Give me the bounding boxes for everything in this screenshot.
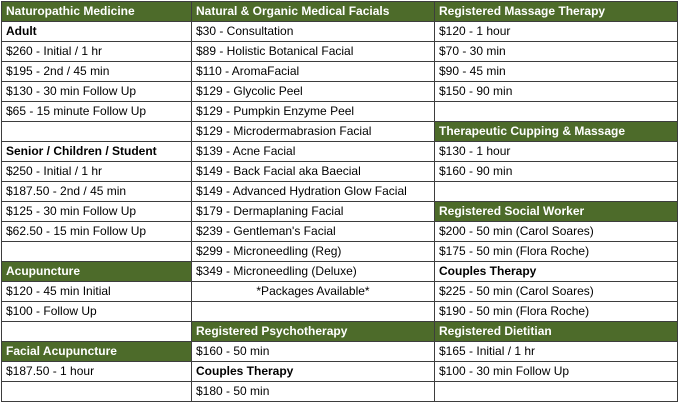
price-item: $120 - 45 min Initial <box>2 282 192 302</box>
price-item: $130 - 30 min Follow Up <box>2 82 192 102</box>
section-header: Natural & Organic Medical Facials <box>192 2 435 22</box>
table-row <box>2 182 678 202</box>
table-row <box>2 162 678 182</box>
table-row <box>2 222 678 242</box>
table-row <box>2 302 678 322</box>
subsection-label: Senior / Children / Student <box>2 142 192 162</box>
price-item: $149 - Advanced Hydration Glow Facial <box>192 182 435 202</box>
table-row <box>2 22 678 42</box>
section-header: Registered Massage Therapy <box>435 2 678 22</box>
table-row <box>2 102 678 122</box>
section-header: Registered Social Worker <box>435 202 678 222</box>
price-item: $89 - Holistic Botanical Facial <box>192 42 435 62</box>
table-row <box>2 42 678 62</box>
price-item: $179 - Dermaplaning Facial <box>192 202 435 222</box>
empty-cell <box>435 182 678 202</box>
subsection-label: Adult <box>2 22 192 42</box>
section-header: Acupuncture <box>2 262 192 282</box>
price-item: $349 - Microneedling (Deluxe) <box>192 262 435 282</box>
table-row <box>2 342 678 362</box>
price-item: $190 - 50 min (Flora Roche) <box>435 302 678 322</box>
subsection-label: Couples Therapy <box>192 362 435 382</box>
price-list-body <box>2 2 678 402</box>
table-row <box>2 82 678 102</box>
empty-cell <box>2 242 192 262</box>
price-item: $160 - 50 min <box>192 342 435 362</box>
section-header: Facial Acupuncture <box>2 342 192 362</box>
price-item: $100 - 30 min Follow Up <box>435 362 678 382</box>
table-row <box>2 142 678 162</box>
empty-cell <box>435 102 678 122</box>
price-item: $120 - 1 hour <box>435 22 678 42</box>
price-item: $260 - Initial / 1 hr <box>2 42 192 62</box>
section-header: Naturopathic Medicine <box>2 2 192 22</box>
price-item: $149 - Back Facial aka Baecial <box>192 162 435 182</box>
section-header: Registered Psychotherapy <box>192 322 435 342</box>
price-item: $139 - Acne Facial <box>192 142 435 162</box>
price-item: $160 - 90 min <box>435 162 678 182</box>
empty-cell <box>2 382 192 402</box>
price-item: $100 - Follow Up <box>2 302 192 322</box>
price-item: $180 - 50 min <box>192 382 435 402</box>
price-item: $129 - Microdermabrasion Facial <box>192 122 435 142</box>
price-item: $239 - Gentleman's Facial <box>192 222 435 242</box>
price-item: $125 - 30 min Follow Up <box>2 202 192 222</box>
table-row <box>2 282 678 302</box>
table-row <box>2 382 678 402</box>
price-item: $187.50 - 2nd / 45 min <box>2 182 192 202</box>
table-row <box>2 202 678 222</box>
table-row <box>2 122 678 142</box>
empty-cell <box>2 322 192 342</box>
table-row <box>2 362 678 382</box>
price-item: $129 - Glycolic Peel <box>192 82 435 102</box>
table-row <box>2 242 678 262</box>
packages-note: *Packages Available* <box>192 282 435 302</box>
price-item: $299 - Microneedling (Reg) <box>192 242 435 262</box>
price-item: $175 - 50 min (Flora Roche) <box>435 242 678 262</box>
table-row <box>2 62 678 82</box>
price-item: $65 - 15 minute Follow Up <box>2 102 192 122</box>
subsection-label: Couples Therapy <box>435 262 678 282</box>
section-header: Therapeutic Cupping & Massage <box>435 122 678 142</box>
table-row <box>2 262 678 282</box>
price-item: $130 - 1 hour <box>435 142 678 162</box>
empty-cell <box>192 302 435 322</box>
price-list-table <box>1 1 678 402</box>
table-row <box>2 322 678 342</box>
price-item: $250 - Initial / 1 hr <box>2 162 192 182</box>
empty-cell <box>435 382 678 402</box>
section-header: Registered Dietitian <box>435 322 678 342</box>
price-item: $70 - 30 min <box>435 42 678 62</box>
price-item: $129 - Pumpkin Enzyme Peel <box>192 102 435 122</box>
price-item: $30 - Consultation <box>192 22 435 42</box>
price-item: $150 - 90 min <box>435 82 678 102</box>
price-item: $200 - 50 min (Carol Soares) <box>435 222 678 242</box>
price-item: $62.50 - 15 min Follow Up <box>2 222 192 242</box>
price-item: $187.50 - 1 hour <box>2 362 192 382</box>
price-item: $165 - Initial / 1 hr <box>435 342 678 362</box>
empty-cell <box>2 122 192 142</box>
table-row <box>2 2 678 22</box>
price-item: $90 - 45 min <box>435 62 678 82</box>
price-item: $110 - AromaFacial <box>192 62 435 82</box>
price-item: $225 - 50 min (Carol Soares) <box>435 282 678 302</box>
price-item: $195 - 2nd / 45 min <box>2 62 192 82</box>
